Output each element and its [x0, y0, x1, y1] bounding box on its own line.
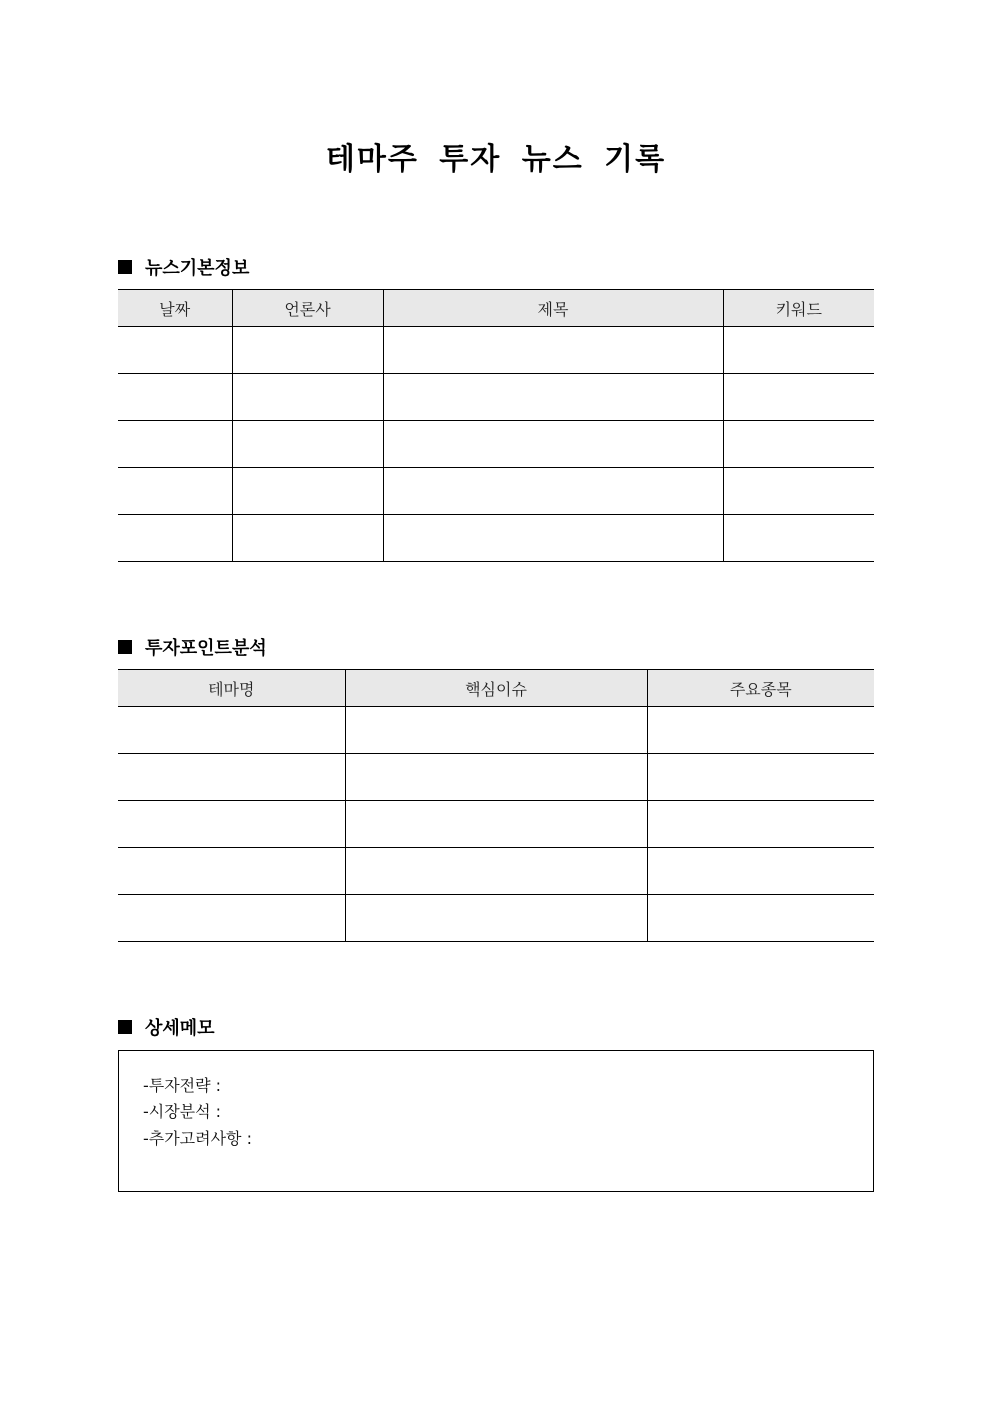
table-cell[interactable] — [118, 468, 232, 515]
table-cell[interactable] — [232, 515, 383, 562]
table-cell[interactable] — [647, 848, 874, 895]
table-cell[interactable] — [118, 421, 232, 468]
table-header-row — [118, 670, 874, 707]
table-cell[interactable] — [232, 374, 383, 421]
column-header-main-stocks: 주요종목 — [647, 670, 874, 707]
table-cell[interactable] — [383, 421, 723, 468]
square-bullet-icon — [118, 640, 132, 654]
table-row — [118, 801, 874, 848]
table-cell[interactable] — [723, 421, 874, 468]
table-cell[interactable] — [647, 895, 874, 942]
table-cell[interactable] — [118, 848, 345, 895]
table-row — [118, 327, 874, 374]
section-heading-label: 뉴스기본정보 — [145, 258, 250, 279]
table-cell[interactable] — [647, 707, 874, 754]
table-cell[interactable] — [345, 754, 647, 801]
table-cell[interactable] — [383, 374, 723, 421]
table-cell[interactable] — [118, 801, 345, 848]
table-cell[interactable] — [118, 895, 345, 942]
column-header-theme: 테마명 — [118, 670, 345, 707]
square-bullet-icon — [118, 260, 132, 274]
table-cell[interactable] — [383, 468, 723, 515]
table-cell[interactable] — [345, 848, 647, 895]
table-cell[interactable] — [647, 801, 874, 848]
table-row — [118, 374, 874, 421]
table-cell[interactable] — [345, 707, 647, 754]
table-header-row — [118, 290, 874, 327]
table-cell[interactable] — [723, 374, 874, 421]
column-header-key-issue: 핵심이슈 — [345, 670, 647, 707]
table-row — [118, 707, 874, 754]
table-row — [118, 895, 874, 942]
section-heading-memo — [118, 1014, 215, 1040]
table-row — [118, 421, 874, 468]
table-cell[interactable] — [723, 515, 874, 562]
table-cell[interactable] — [383, 515, 723, 562]
table-cell[interactable] — [723, 327, 874, 374]
column-header-keyword: 키워드 — [723, 290, 874, 327]
table-row — [118, 754, 874, 801]
table-cell[interactable] — [118, 515, 232, 562]
table-row — [118, 468, 874, 515]
table-row — [118, 515, 874, 562]
memo-line-strategy: -투자전략 : — [143, 1076, 222, 1095]
table-cell[interactable] — [647, 754, 874, 801]
column-header-date: 날짜 — [118, 290, 232, 327]
table-cell[interactable] — [232, 421, 383, 468]
table-cell[interactable] — [118, 707, 345, 754]
table-cell[interactable] — [118, 327, 232, 374]
table-cell[interactable] — [232, 468, 383, 515]
memo-box[interactable] — [118, 1050, 874, 1192]
table-cell[interactable] — [118, 374, 232, 421]
memo-line-market-analysis: -시장분석 : — [143, 1102, 222, 1121]
section-heading-label: 투자포인트분석 — [145, 638, 267, 659]
table-cell[interactable] — [118, 754, 345, 801]
table-cell[interactable] — [383, 327, 723, 374]
investment-points-table — [118, 669, 874, 942]
news-info-table — [118, 289, 874, 562]
section-heading-news-info — [118, 254, 249, 280]
section-heading-label: 상세메모 — [145, 1018, 215, 1039]
section-heading-investment-points — [118, 634, 267, 660]
column-header-press: 언론사 — [232, 290, 383, 327]
square-bullet-icon — [118, 1020, 132, 1034]
table-cell[interactable] — [232, 327, 383, 374]
memo-line-additional-considerations: -추가고려사항 : — [143, 1129, 252, 1148]
table-cell[interactable] — [345, 895, 647, 942]
table-row — [118, 848, 874, 895]
column-header-title: 제목 — [383, 290, 723, 327]
document-title: 테마주 투자 뉴스 기록 — [325, 142, 667, 177]
table-cell[interactable] — [723, 468, 874, 515]
table-cell[interactable] — [345, 801, 647, 848]
